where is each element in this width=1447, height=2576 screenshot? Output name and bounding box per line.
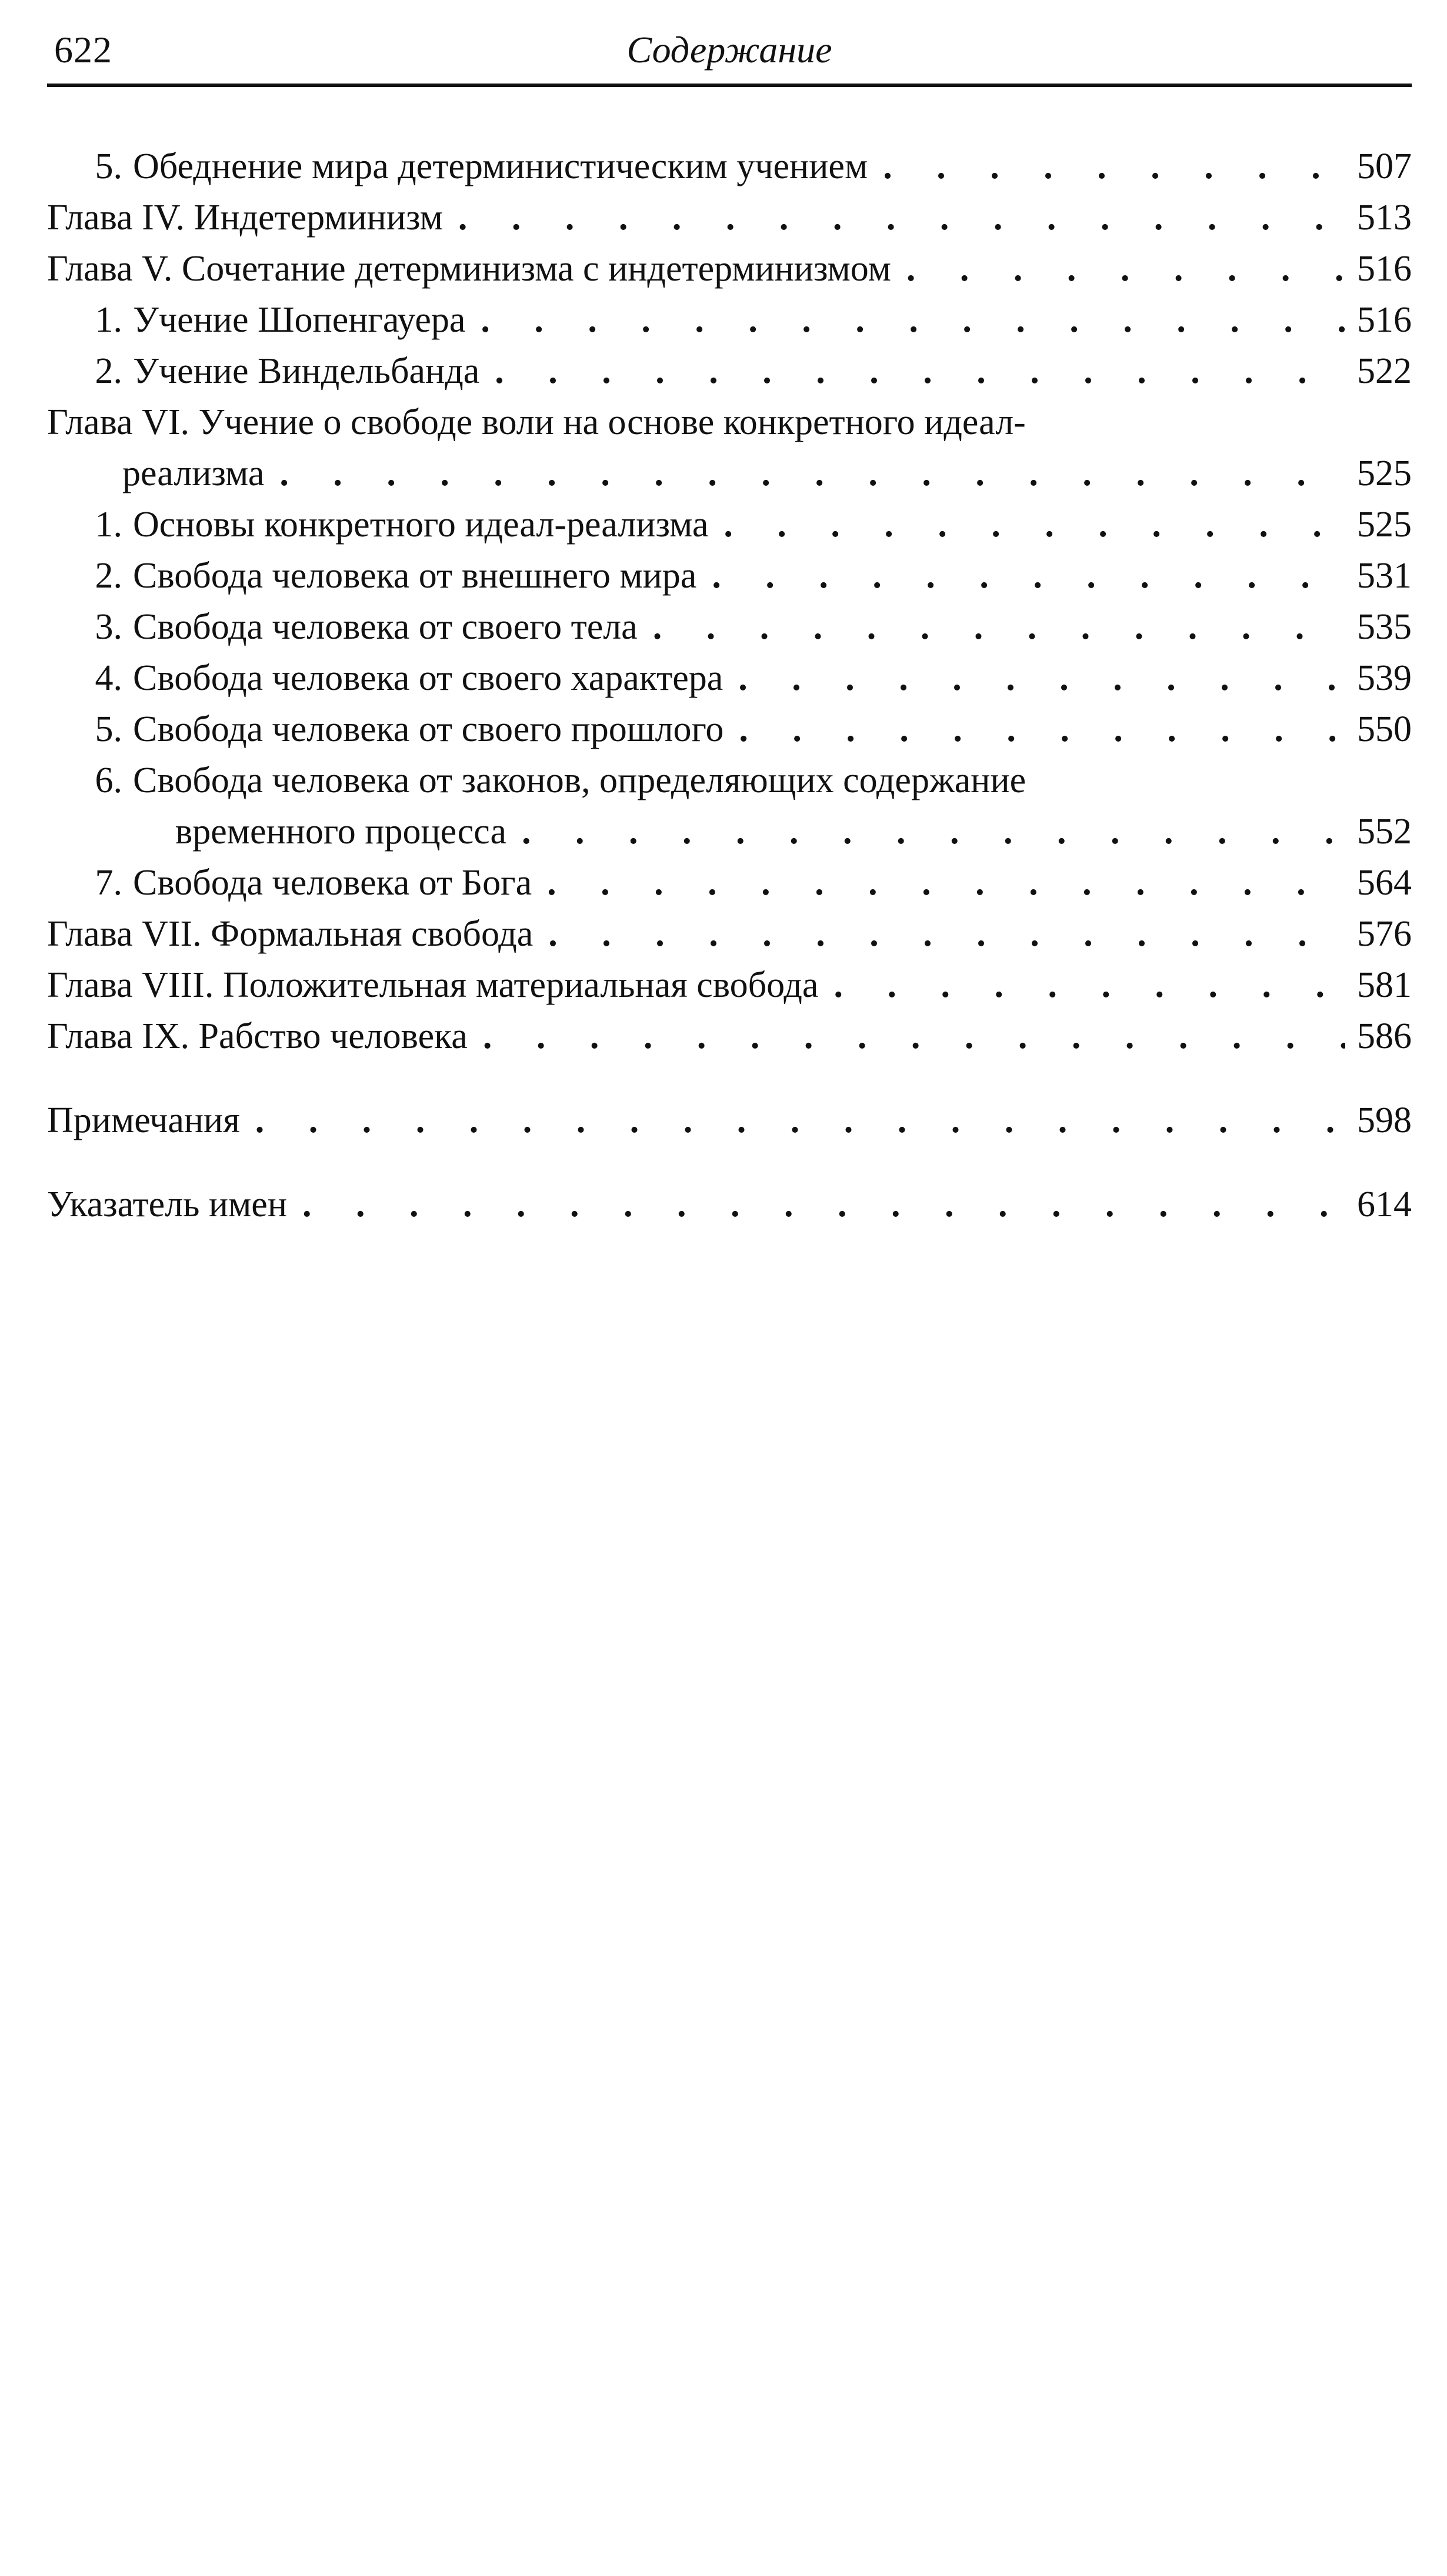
toc-section-number: 1. bbox=[95, 300, 122, 340]
toc-section-entry[interactable] bbox=[47, 141, 1412, 192]
toc-entry-label bbox=[122, 448, 279, 499]
toc-entry-first-line bbox=[47, 755, 1412, 806]
toc-entry-label bbox=[95, 704, 739, 755]
toc-chapter-entry[interactable] bbox=[47, 1011, 1412, 1062]
toc-chapter-entry[interactable] bbox=[47, 960, 1412, 1011]
dot-leader bbox=[548, 909, 1345, 960]
toc-entry-title-part: Глава VI. Учение о свободе воли на основе конкретного идеал- bbox=[47, 402, 1026, 442]
dot-leader bbox=[738, 653, 1345, 704]
dot-leader bbox=[255, 1095, 1345, 1146]
toc-entry-title: Учение Шопенгауера bbox=[133, 300, 466, 340]
dot-leader bbox=[483, 1011, 1345, 1062]
toc-entry-title: временного процесса bbox=[175, 812, 507, 852]
toc-entry-line bbox=[47, 806, 1412, 857]
header-rule bbox=[47, 84, 1412, 87]
toc-entry-line bbox=[47, 295, 1412, 346]
toc-entry-line bbox=[47, 192, 1412, 243]
toc-entry-title: Свобода человека от своего тела bbox=[133, 607, 638, 647]
toc-section-entry[interactable] bbox=[47, 550, 1412, 602]
toc-entry-first-line bbox=[47, 397, 1412, 448]
toc-entry-label bbox=[47, 909, 548, 960]
toc-entry-label bbox=[47, 1179, 302, 1230]
dot-leader bbox=[712, 550, 1345, 602]
dot-leader bbox=[481, 295, 1345, 346]
dot-leader bbox=[279, 448, 1345, 499]
dot-leader bbox=[302, 1179, 1345, 1230]
toc-chapter-entry[interactable] bbox=[47, 243, 1412, 295]
toc-entry-label bbox=[47, 243, 906, 295]
toc-section-entry[interactable] bbox=[47, 602, 1412, 653]
toc-entry-title: Свобода человека от своего прошлого bbox=[133, 709, 724, 749]
toc-section-number: 3. bbox=[95, 607, 122, 647]
toc-entry-line bbox=[47, 346, 1412, 397]
toc-section-number: 7. bbox=[95, 863, 122, 903]
toc-chapter-entry[interactable] bbox=[47, 192, 1412, 243]
toc-chapter-entry[interactable] bbox=[47, 909, 1412, 960]
dot-leader bbox=[883, 141, 1345, 192]
toc-entry-label bbox=[95, 499, 724, 550]
toc-page-number: 522 bbox=[1357, 351, 1412, 391]
dot-leader bbox=[739, 704, 1345, 755]
toc-entry-title-part: Свобода человека от законов, определяющих содержание bbox=[133, 760, 1026, 800]
toc-page-number: 516 bbox=[1357, 300, 1412, 340]
toc-page-number: 507 bbox=[1357, 146, 1412, 186]
toc-entry-title: Свобода человека от Бога bbox=[133, 863, 532, 903]
toc-entry-title: Обеднение мира детерминистическим учением bbox=[133, 146, 868, 186]
toc-entry-label bbox=[95, 141, 883, 192]
toc-entry-label bbox=[47, 960, 833, 1011]
toc-section-number: 6. bbox=[95, 760, 122, 800]
dot-leader bbox=[522, 806, 1345, 857]
toc-section-number: 4. bbox=[95, 658, 122, 698]
toc-entry-title: Примечания bbox=[47, 1100, 240, 1140]
running-head bbox=[47, 18, 1412, 82]
toc-entry-title: реализма bbox=[122, 453, 265, 493]
toc-entry-line bbox=[47, 857, 1412, 909]
toc-entry-label bbox=[95, 602, 653, 653]
toc-section-number: 5. bbox=[95, 146, 122, 186]
toc-page-number: 576 bbox=[1357, 914, 1412, 954]
toc-chapter-entry[interactable] bbox=[47, 1095, 1412, 1146]
toc-section-entry[interactable] bbox=[47, 857, 1412, 909]
toc-entry-title: Глава IX. Рабство человека bbox=[47, 1016, 468, 1056]
toc-entry-line bbox=[47, 653, 1412, 704]
toc-section-entry[interactable] bbox=[47, 499, 1412, 550]
toc-entry-label bbox=[95, 550, 712, 602]
table-of-contents bbox=[47, 141, 1412, 1230]
toc-page-number: 513 bbox=[1357, 198, 1412, 238]
toc-entry-label bbox=[95, 295, 481, 346]
toc-gap bbox=[47, 1146, 1412, 1179]
toc-entry-line bbox=[47, 960, 1412, 1011]
toc-entry-label bbox=[175, 806, 522, 857]
toc-page-number: 539 bbox=[1357, 658, 1412, 698]
toc-entry-line bbox=[47, 499, 1412, 550]
toc-entry-title: Свобода человека от своего характера bbox=[133, 658, 724, 698]
toc-section-entry[interactable] bbox=[47, 346, 1412, 397]
toc-entry-line bbox=[47, 602, 1412, 653]
toc-page-number: 531 bbox=[1357, 556, 1412, 596]
toc-page-number: 586 bbox=[1357, 1016, 1412, 1056]
toc-page-number: 550 bbox=[1357, 709, 1412, 749]
toc-chapter-entry[interactable] bbox=[47, 397, 1412, 499]
toc-section-number: 2. bbox=[95, 556, 122, 596]
toc-entry-label bbox=[95, 346, 495, 397]
toc-page-number: 581 bbox=[1357, 965, 1412, 1005]
toc-chapter-entry[interactable] bbox=[47, 1179, 1412, 1230]
toc-page-number: 535 bbox=[1357, 607, 1412, 647]
toc-section-entry[interactable] bbox=[47, 653, 1412, 704]
toc-entry-title: Основы конкретного идеал-реализма bbox=[133, 505, 709, 545]
toc-entry-title: Свобода человека от внешнего мира bbox=[133, 556, 697, 596]
toc-entry-line bbox=[47, 704, 1412, 755]
toc-entry-line bbox=[47, 1011, 1412, 1062]
toc-entry-title: Указатель имен bbox=[47, 1184, 287, 1224]
toc-section-entry[interactable] bbox=[47, 755, 1412, 857]
toc-entry-title: Учение Виндельбанда bbox=[133, 351, 480, 391]
toc-page-number: 525 bbox=[1357, 505, 1412, 545]
dot-leader bbox=[547, 857, 1345, 909]
toc-entry-label bbox=[95, 857, 547, 909]
toc-section-entry[interactable] bbox=[47, 704, 1412, 755]
toc-page-number: 552 bbox=[1357, 812, 1412, 852]
toc-page-number: 598 bbox=[1357, 1100, 1412, 1140]
toc-gap bbox=[47, 1062, 1412, 1095]
toc-page-number: 516 bbox=[1357, 249, 1412, 289]
dot-leader bbox=[653, 602, 1345, 653]
toc-page-number: 564 bbox=[1357, 863, 1412, 903]
dot-leader bbox=[458, 192, 1345, 243]
toc-entry-line bbox=[47, 1095, 1412, 1146]
toc-entry-title: Глава V. Сочетание детерминизма с индетерминизмом bbox=[47, 249, 891, 289]
page-number: 622 bbox=[54, 29, 112, 71]
toc-entry-line bbox=[47, 243, 1412, 295]
toc-entry-label bbox=[47, 192, 458, 243]
toc-section-entry[interactable] bbox=[47, 295, 1412, 346]
toc-entry-title: Глава IV. Индетерминизм bbox=[47, 198, 443, 238]
toc-section-number: 5. bbox=[95, 709, 122, 749]
toc-page-number: 614 bbox=[1357, 1184, 1412, 1224]
toc-entry-title: Глава VII. Формальная свобода bbox=[47, 914, 534, 954]
dot-leader bbox=[833, 960, 1345, 1011]
toc-entry-line bbox=[47, 141, 1412, 192]
toc-entry-label bbox=[47, 1095, 255, 1146]
toc-section-number: 1. bbox=[95, 505, 122, 545]
dot-leader bbox=[906, 243, 1345, 295]
toc-entry-title: Глава VIII. Положительная материальная свобода bbox=[47, 965, 819, 1005]
dot-leader bbox=[724, 499, 1345, 550]
toc-entry-label bbox=[95, 653, 738, 704]
toc-entry-line bbox=[47, 909, 1412, 960]
running-title: Содержание bbox=[626, 29, 832, 71]
toc-entry-line bbox=[47, 448, 1412, 499]
dot-leader bbox=[495, 346, 1345, 397]
toc-page-number: 525 bbox=[1357, 453, 1412, 493]
toc-section-number: 2. bbox=[95, 351, 122, 391]
toc-entry-line bbox=[47, 550, 1412, 602]
toc-entry-label bbox=[47, 1011, 483, 1062]
toc-entry-line bbox=[47, 1179, 1412, 1230]
